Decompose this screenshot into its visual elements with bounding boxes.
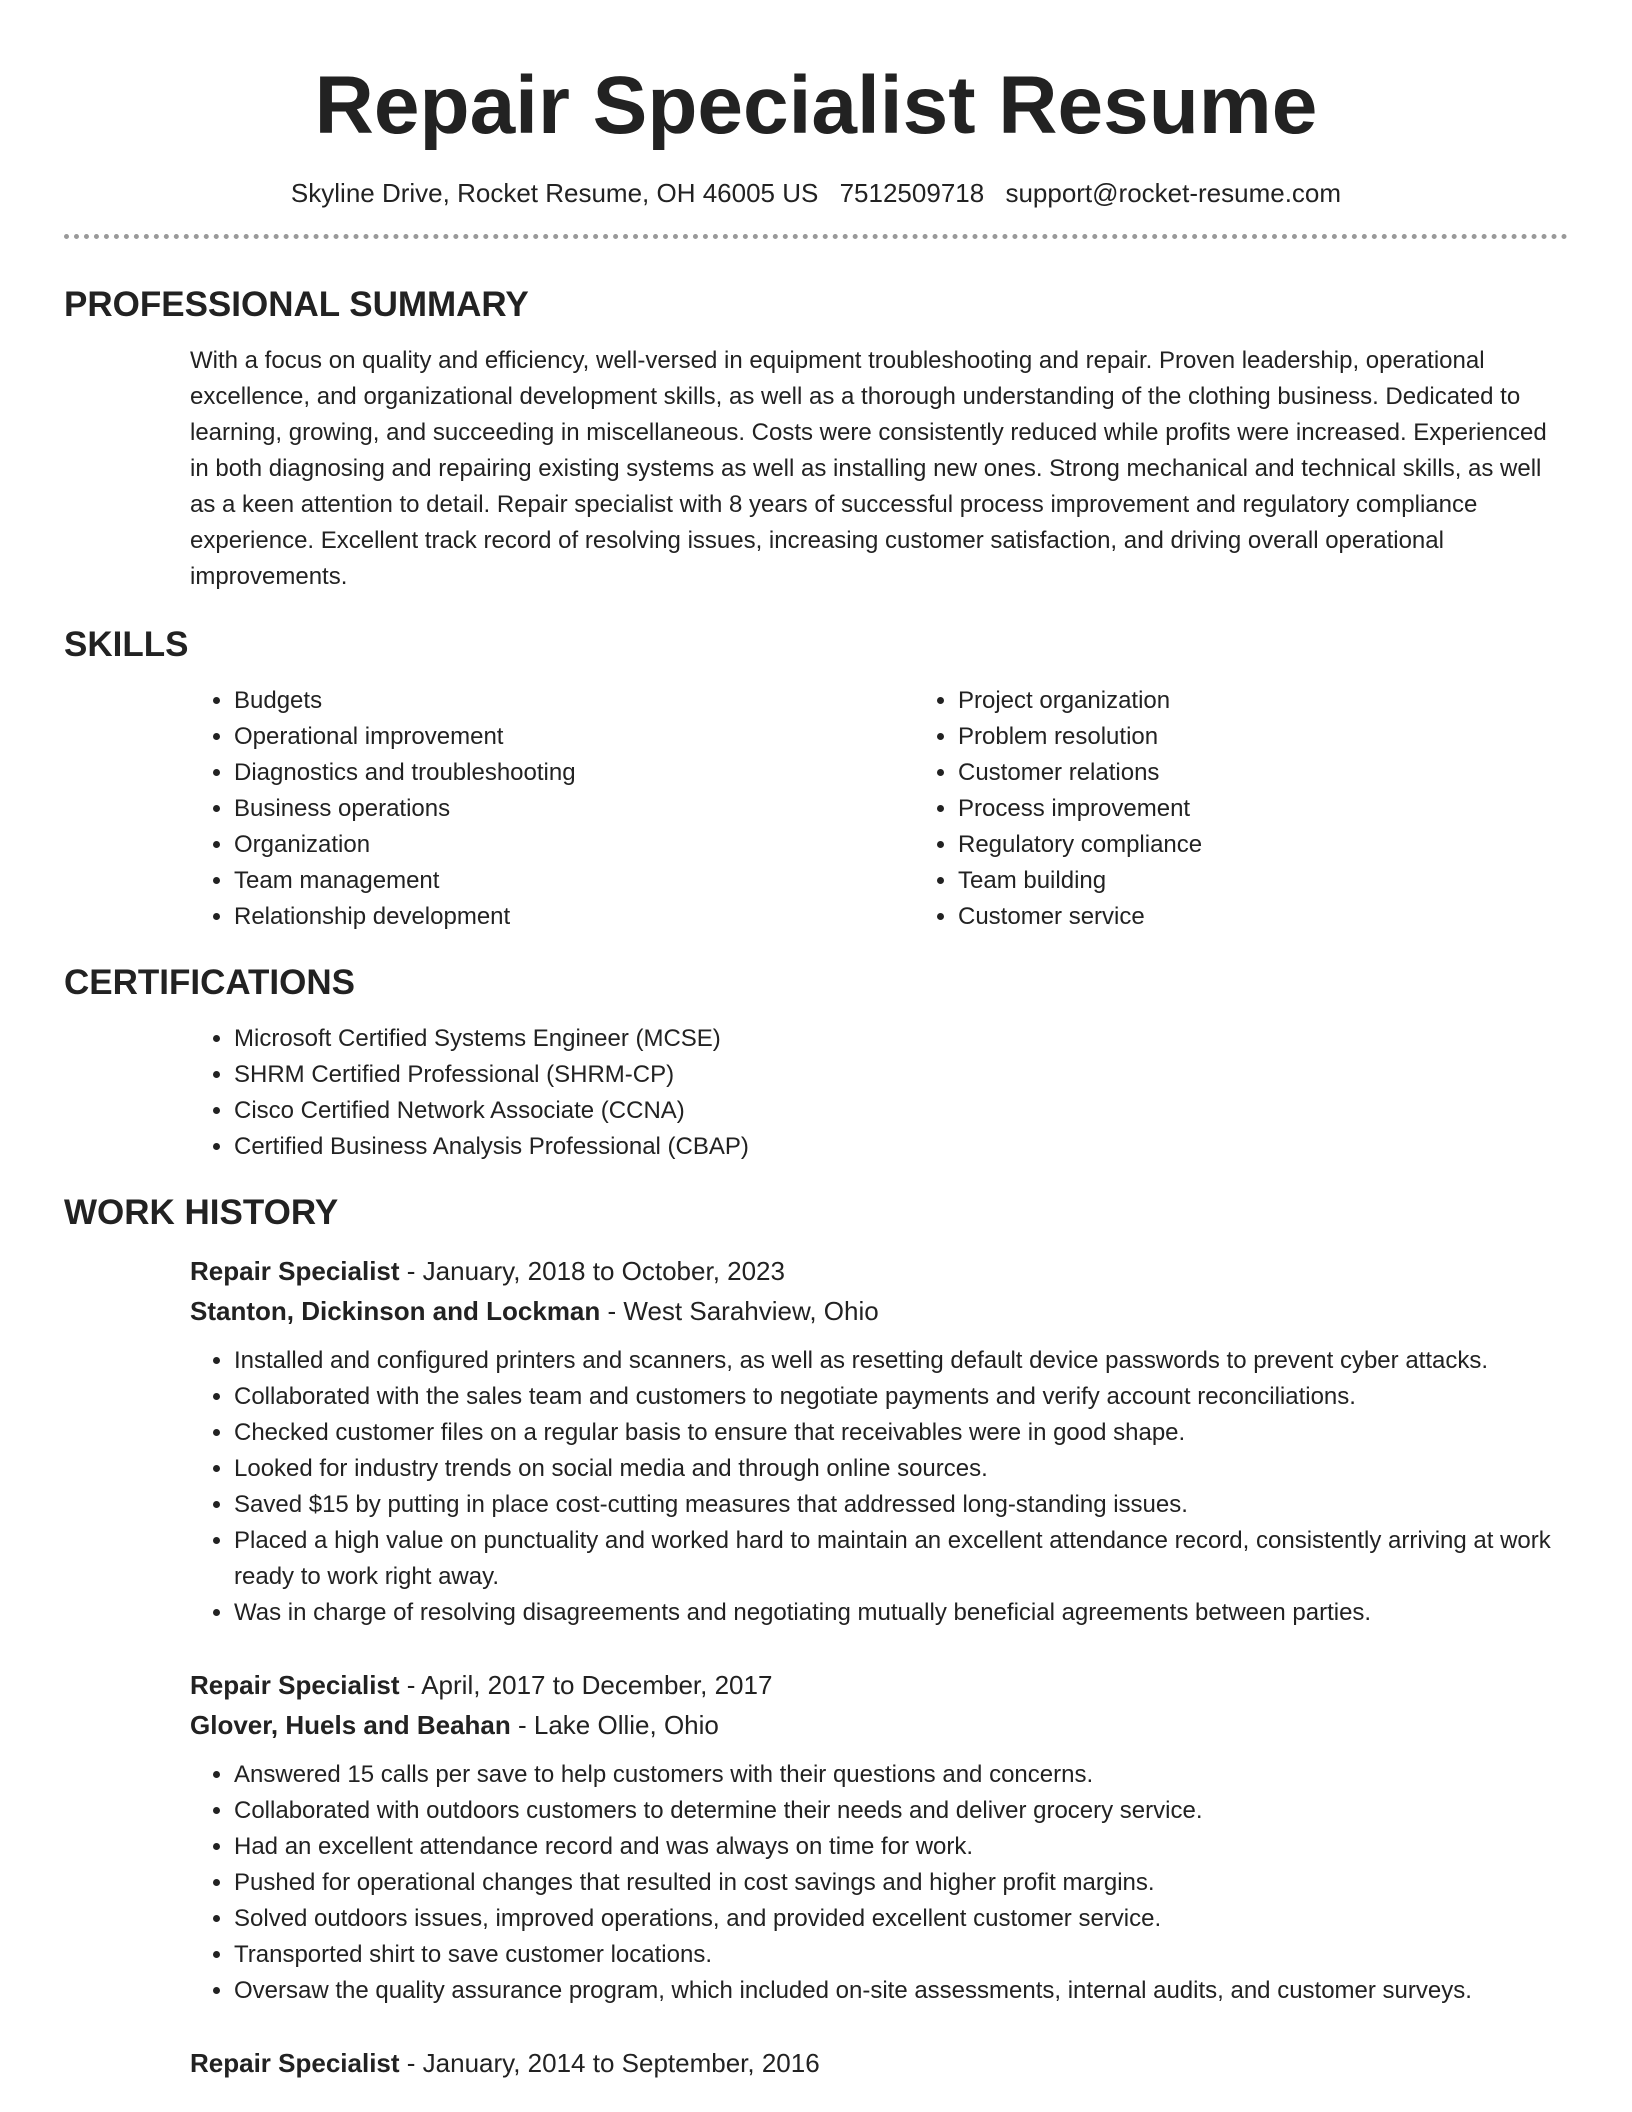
job-dates: - January, 2014 to September, 2016 [399,2048,820,2078]
certification-item: • Cisco Certified Network Associate (CCNA) [234,1093,1568,1129]
contact-address: Skyline Drive, Rocket Resume, OH 46005 US [290,178,819,208]
skill-item: • Problem resolution [958,719,1632,755]
skill-item: • Organization [234,827,914,863]
skill-item: • Business operations [234,791,914,827]
summary-text: With a focus on quality and efficiency, well-versed in equipment troubleshooting and repair. Proven leadership, operational excellence, and organizational development skills, as well as a thorough understanding of the clothing business. Dedicated to learning, growing, and succeeding in miscellaneous. Costs were consistently reduced while profits were increased. Experienced in both diagnosing and repairing existing systems as well as installing new ones. Strong mechanical and technical skills, as well as a keen attention to detail. Repair specialist with 8 years of successful process improvement and regulatory compliance experience. Excellent track record of resolving issues, increasing customer satisfaction, and driving overall operational improvements. [190,347,1547,590]
summary-section [190,343,1568,595]
section-title-summary: PROFESSIONAL SUMMARY [64,285,529,324]
job-dates: - April, 2017 to December, 2017 [399,1670,773,1700]
job-bullet: • Was in charge of resolving disagreements and negotiating mutually beneficial agreements between parties. [234,1595,1568,1631]
job-location: - Lake Ollie, Ohio [510,1710,719,1740]
skill-item: • Budgets [234,683,914,719]
job-title-line [190,1251,1568,1291]
contact-email: support@rocket-resume.com [1005,178,1342,208]
job-bullet: • Transported shirt to save customer locations. [234,1937,1568,1973]
skill-item: • Team building [958,863,1632,899]
skills-section [190,683,1568,935]
section-title-skills: SKILLS [64,625,189,664]
certification-item: • SHRM Certified Professional (SHRM-CP) [234,1057,1568,1093]
contact-phone: 7512509718 [839,178,985,208]
job-company-line [190,1291,1568,1331]
certifications-section [190,1021,1568,1165]
skill-item: • Project organization [958,683,1632,719]
job-bullet: • Collaborated with outdoors customers to determine their needs and deliver grocery service. [234,1793,1568,1829]
certification-item: • Certified Business Analysis Professional (CBAP) [234,1129,1568,1165]
job-entry [190,1251,1568,1631]
job-company: Stanton, Dickinson and Lockman [190,1296,601,1326]
job-location: - West Sarahview, Ohio [600,1296,879,1326]
skill-item: • Regulatory compliance [958,827,1632,863]
job-dates: - January, 2018 to October, 2023 [399,1256,785,1286]
job-bullet: • Looked for industry trends on social media and through online sources. [234,1451,1568,1487]
job-bullet: • Solved outdoors issues, improved operations, and provided excellent customer service. [234,1901,1568,1937]
job-bullet: • Collaborated with the sales team and customers to negotiate payments and verify account reconciliations. [234,1379,1568,1415]
job-bullets [190,1757,1568,2009]
skill-item: • Diagnostics and troubleshooting [234,755,914,791]
job-bullet: • Had an excellent attendance record and was always on time for work. [234,1829,1568,1865]
skill-item: • Team management [234,863,914,899]
skill-item: • Process improvement [958,791,1632,827]
job-bullet: • Checked customer files on a regular basis to ensure that receivables were in good shape. [234,1415,1568,1451]
skills-list-right [914,683,1632,935]
certification-item: • Microsoft Certified Systems Engineer (MCSE) [234,1021,1568,1057]
job-bullet: • Saved $15 by putting in place cost-cutting measures that addressed long-standing issues. [234,1487,1568,1523]
job-bullet: • Installed and configured printers and scanners, as well as resetting default device passwords to prevent cyber attacks. [234,1343,1568,1379]
skill-item: • Customer relations [958,755,1632,791]
skill-item: • Operational improvement [234,719,914,755]
job-entry [190,1665,1568,2009]
skills-list-left [190,683,914,935]
section-title-work-history: WORK HISTORY [64,1193,339,1232]
skill-item: • Customer service [958,899,1632,935]
resume-page [64,0,1568,2083]
section-title-certifications: CERTIFICATIONS [64,963,356,1002]
skill-item: • Relationship development [234,899,914,935]
header-divider [64,234,1568,239]
resume-title: Repair Specialist Resume [314,60,1318,151]
job-title-line [190,1665,1568,1705]
job-entry [190,2043,1568,2083]
job-company: Glover, Huels and Beahan [190,1710,511,1740]
job-title-line [190,2043,1568,2083]
job-bullet: • Pushed for operational changes that resulted in cost savings and higher profit margins. [234,1865,1568,1901]
job-title: Repair Specialist [190,2048,400,2078]
job-company-line [190,1705,1568,1745]
job-title: Repair Specialist [190,1670,400,1700]
job-bullets [190,1343,1568,1631]
contact-line [64,176,1568,210]
job-bullet: • Oversaw the quality assurance program, which included on-site assessments, internal audits, and customer surveys. [234,1973,1568,2009]
job-bullet: • Answered 15 calls per save to help customers with their questions and concerns. [234,1757,1568,1793]
certifications-list [190,1021,1568,1165]
job-bullet: • Placed a high value on punctuality and worked hard to maintain an excellent attendance record, consistently arriving at work ready to work right away. [234,1523,1568,1595]
job-title: Repair Specialist [190,1256,400,1286]
